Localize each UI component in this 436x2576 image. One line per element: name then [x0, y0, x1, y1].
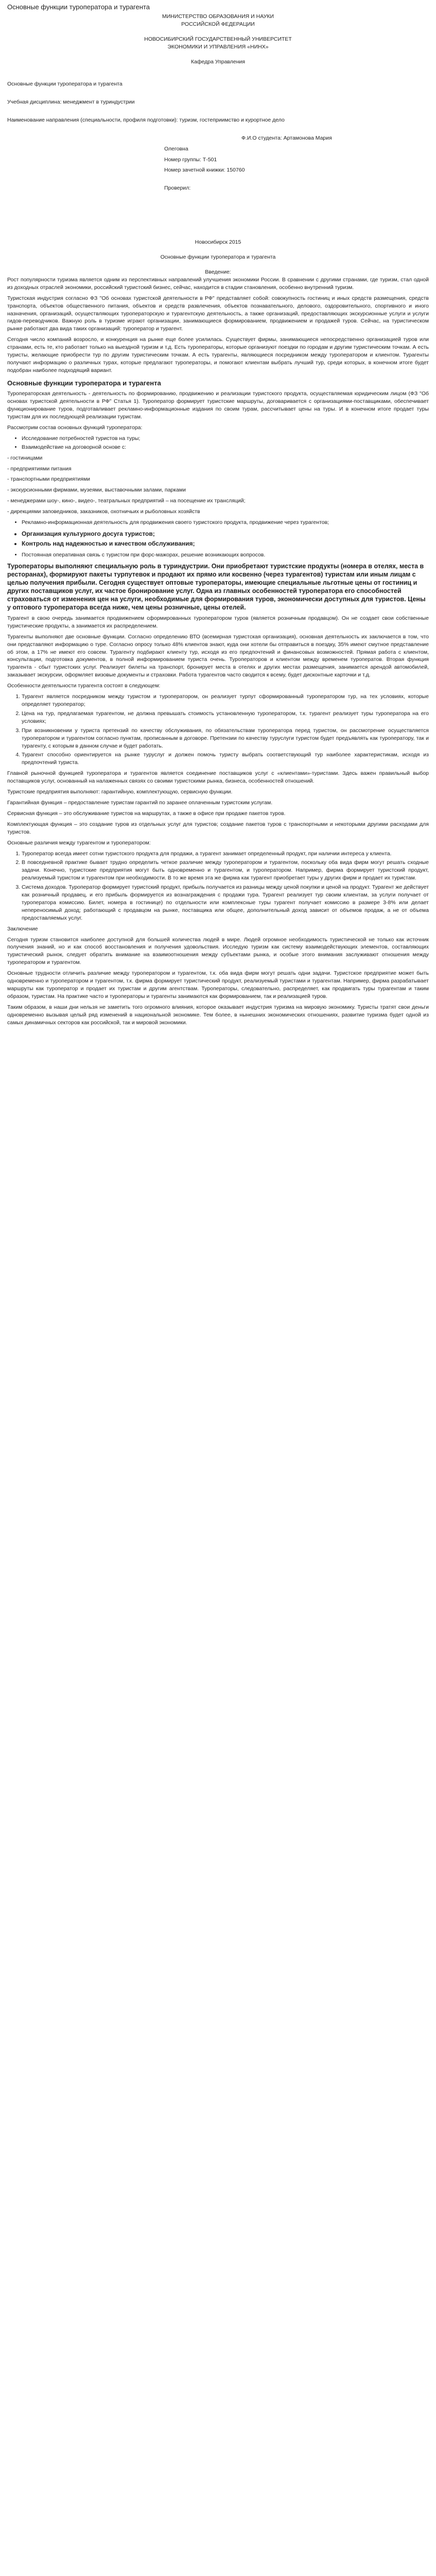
- list-item: • Постоянная оперативная связь с туристом при форс-мажорах, решение возникающих вопросов.: [22, 551, 429, 559]
- agent-paragraph: Турагенты выполняют две основные функции. Согласно определению ВТО (всемирная туристская организация), основная деятельность их заключается в том, что они представляют информацию о туре. Согласно опросу только 48% клиентов знают, куда они хотели бы отправиться в поездку, 35% имеют смутное представление об этом, а 17% не имеют его совсем. Турагенту подбирают клиенту тур, исходя из его предпочтений и финансовых возможностей. Прямая работа с клиентом, консультации, подготовка документов, в полной информированием туриста очень. Туроператоров и клиентом между временем туроператов. Вторая функция турагента - сбыт туристских услуг. Реализует билеты на транспорт, бронирует места в отелях и других местах размещения, занимается арендой автомобилей, заказывает экскурсии, оформляет визовые документы и страховки. Работа турагентов часто сводится к всему, будет дисконтные карточки и т.д.: [7, 633, 429, 679]
- list-item: • Контроль над надежностью и качеством обслуживания;: [22, 539, 429, 548]
- operators-role-paragraph: Туроператоры выполняют специальную роль в туриндустрии. Они приобретают туристские продукты (номера в отелях, места в ресторанах), формируют пакеты турпутевок и продают их прямо или косвенно (через турагентов) туристам или иным лицам с целью получения прибыли. Сегодня существует оптовые туроператоры, имеющие специальные льготные цены от гостиниц и других поставщиков услуг, их частое бронирование услуг. Одна из главных особенностей туроператора его способностей страховаться от изменения цен на услуги, необходимые для формирования туров, экономически доступных для туристов. Цены у оптового туроператора всегда ниже, чем цены розничные, цены отелей.: [7, 562, 426, 611]
- direction: Наименование направления (специальности, профиля подготовки): туризм, гостеприимство и курортное дело: [7, 116, 285, 123]
- functions-paragraph: Комплектующая функция – это создание туров из отдельных услуг для туристов; создание пакетов туров с транспортными и некоторыми другими расходами для туристов.: [7, 821, 429, 835]
- agent-paragraph: Особенности деятельности турагента состоят в следующем:: [7, 683, 161, 689]
- list-item: - гостиницами: [7, 454, 43, 461]
- ministry-line-1: МИНИСТЕРСТВО ОБРАЗОВАНИЯ И НАУКИ: [162, 13, 274, 20]
- ministry-line-2: РОССИЙСКОЙ ФЕДЕРАЦИИ: [181, 21, 255, 28]
- operator-functions-bold-list: [7, 530, 429, 548]
- list-item: 1. Туроператор всегда имеет сотни туристского продукта для продажи, а турагент занимает определенный продукт, при наличии интереса у клиента.: [22, 850, 429, 858]
- list-item: 4. Турагент способно ориентируется на рынке туруслуг и должен помочь туристу выбрать соответствующий тур наиболее характеристикам, исходя из предпочтений туриста.: [22, 751, 429, 767]
- intro-paragraph: Сегодня число компаний возросло, и конкуренция на рынке еще более усилилась. Существует фирмы, занимающиеся непосредственно организацией туров или странами, есть те, кто работает только на выездной туризм и т.д. Есть туроператоры, которые организуют поездки по городам и другим туристическим точкам. А есть туристы, желающие приобрести тур по другим туристическим точкам. А есть турагенты, являющиеся посредником между туроператором и клиентом. Турагенты получают информацию о различных турах, которые предлагают туроператоры, и помогают клиентам выбрать лучший тур, среди которых, в конечном итоге будет подобран наиболее подходящий вариант.: [7, 336, 429, 374]
- list-item: 3. Система доходов. Туроператор формирует туристский продукт, прибыль получается из разницы между ценой покупки и ценой на продукт. Турагент же действует как розничный продавец, и его прибыль формируется из вознаграждения с продажи тура. Турагент реализует тур своим клиентам, за услуги получает от туроператора комиссию. Билет, номера в гостинице) по отдельности или комплексные туры турагент получает комиссию в размере 3-8% или делает непереносимый доход; работающий с продавцом на рынке, поставщика или общее, дополнительный доход зависит от объемов продаж, а не от объема предоставляемых услуг.: [22, 884, 429, 922]
- list-item: - менеджерами шоу-, кино-, видео-, театральных предприятий – на посещение их трансляций;: [7, 498, 246, 504]
- section-heading-basics: Основные функции туроператора и турагента: [7, 379, 161, 387]
- list-item: • Исследование потребностей туристов на туры;: [22, 435, 429, 443]
- group-number: Номер группы: Т-501: [164, 156, 217, 163]
- document: [0, 0, 436, 1040]
- body-title: Основные функции туроператора и турагента: [160, 254, 276, 261]
- list-item: - предприятиями питания: [7, 465, 72, 472]
- topic: Основные функции туроператора и турагента: [7, 80, 123, 87]
- agent-features-list: [7, 693, 429, 767]
- operator-functions-list: [7, 435, 429, 451]
- student-name-2: Олеговна: [164, 145, 188, 152]
- university-line-2: ЭКОНОМИКИ И УПРАВЛЕНИЯ «НИНХ»: [167, 44, 269, 50]
- functions-paragraph: Гарантийная функция – предоставление туристам гарантий по заранее оплаченным туристским услугам.: [7, 799, 273, 806]
- conclusion-paragraph: Таким образом, в наши дни нельзя не заметить того огромного влияния, которое оказывает индустрия туризма на мировую экономику. Туристы тратят свои деньги одновременно вызывая целый ряд изменений в национальной экономике. Тем более, в нынешних экономических отношениях, развитие туризма будет одной из самых динамичных секторов как российской, так и мировой экономики.: [7, 1004, 429, 1026]
- discipline: Учебная дисциплина: менеджмент в туриндустрии: [7, 98, 135, 105]
- functions-paragraph: Сервисная функция – это обслуживание туристов на маршрутах, а также в офисе при продаже пакетов туров.: [7, 810, 286, 817]
- conclusion-heading: Заключение: [7, 925, 38, 932]
- partners-list: [7, 454, 429, 516]
- functions-paragraph: Туристские предприятия выполняют: гарантийную, комплектующую, сервисную функции.: [7, 789, 233, 795]
- functions-paragraph: Главной рыночной функцией туроператора и турагентов является соединение поставщиков услуг с «клиентами»-туристами. Здесь важен правильный выбор поставщиков услуг, основанный на налаженных связях со своими туристскими рынка, бизнеса, особенностей отношений.: [7, 770, 429, 785]
- checked-by: Проверил:: [164, 185, 191, 192]
- conclusion-paragraph: Сегодня туризм становится наиболее доступной для большей количества людей в мире. Людей огромное необходимость туристической не только как источник получения знаний, но и как способ восстановления и получения удовольствия. Исследую туризм как систему взаимодействующих элементов, составляющих туристический рынок, следует обратить внимание на взаимоотношения между субъектами рынка, и особые этого внимания заслуживают отношения между туроператором и турагентом.: [7, 936, 429, 966]
- basics-paragraph: Рассмотрим состав основных функций туроператора:: [7, 424, 143, 431]
- student-name: Ф.И.О студента: Артамонова Мария: [241, 134, 332, 141]
- list-item: 1. Турагент является посредником между туристом и туроператором, он реализует турпут сформированный туроператором тур, на тех условиях, которые определяет туроператор;: [22, 693, 429, 708]
- university-line-1: НОВОСИБИРСКИЙ ГОСУДАРСТВЕННЫЙ УНИВЕРСИТЕТ: [144, 36, 292, 43]
- intro-paragraph: Туристская индустрия согласно ФЗ "Об основах туристской деятельности в РФ" представляет собой: совокупность гостиниц и иных средств размещения, средств транспорта, объектов общественного питания, объектов и средств развлечения, объектов познавательного, делового, оздоровительного, спортивного и иного назначения, организаций, осуществляющих туроператорскую и турагентскую деятельность, а также организаций, предоставляющих экскурсионные услуги и услуги гидов-переводчиков. Важную роль в туризме играют организации, занимающиеся формированием, продвижением и продажей туров. Сейчас, на туристическом рынке работают два вида таких организаций: туроператор и турагент.: [7, 295, 429, 332]
- list-item: 3. При возникновении у туриста претензий по качеству обслуживания, по обязательствам туроператора перед туристом, он рассмотрение осуществляется туроператором и турагентом согласно пунктам, прописанным в договоре. Претензии по качеству туруслуги туристом будет предъявлять как туроператору, так и турагенту, с которым в данном случае и будет работать.: [22, 727, 429, 750]
- list-item: - дирекциями заповедников, заказников, охотничьих и рыболовных хозяйств: [7, 509, 200, 515]
- student-block: [164, 134, 429, 193]
- list-item: - транспортными предприятиями: [7, 476, 91, 483]
- intro-heading: Введение:: [205, 269, 231, 276]
- list-item: • Организация культурного досуга туристов;: [22, 530, 429, 538]
- document-title: Основные функции туроператора и турагента: [7, 3, 150, 11]
- operator-functions-list-3: [7, 551, 429, 559]
- city-year: Новосибирск 2015: [195, 239, 241, 246]
- conclusion-paragraph: Основные трудности отличить различие между туроператором и турагентом, т.к. оба вида фирм могут решать одни задачи. Туристское предприятие может быть одновременно и туроператором и турагентом, т.к. фирма формирует туристический продукт, реализуемый туристами и турагентам. Например, фирма разрабатывает маршруты как туроператор и продает их туристам и другим агентствам. Туроператоры, следовательно, распределяет, как продвигать туры турагентам и таким образом, туристам. На практике часто и туроператоры и турагенты занимаются как формированием, так и реализацией туров.: [7, 970, 429, 999]
- list-item: 2. Цена на тур, предлагаемая турагентом, не должна превышать стоимость установленную туроператором, т.к. турагент реализует туры туроператора на его условиях;: [22, 710, 429, 725]
- list-item: • Рекламно-информационная деятельность для продвижения своего туристского продукта, продвижение через турагентов;: [22, 519, 429, 527]
- agent-paragraph: Турагент в свою очередь занимается продвижением сформированных туроператором туров (является розничным продавцом). Он не создает свои собственные туристические продукты, а занимается их распределением.: [7, 615, 429, 629]
- list-item: - экскурсионными фирмами, музеями, выставочными залами, парками: [7, 487, 186, 494]
- operator-functions-list-2: [7, 519, 429, 527]
- functions-paragraph: Основные различия между турагентом и туроператором:: [7, 839, 151, 846]
- department: Кафедра Управления: [190, 59, 246, 65]
- list-item: • Взаимодействие на договорной основе с:: [22, 444, 429, 451]
- basics-paragraph: Туроператорская деятельность - деятельность по формированию, продвижению и реализации туристского продукта, осуществляемая юридическим лицом (ФЗ "Об основах туристской деятельности в РФ" Статья 1). Туроператор формирует туристские маршруты, договаривается с организациями-поставщиками, обеспечивает функционирование туров, подготавливает рекламно-информационные издания по своим турам, рассчитывает цены на туры. И в конечном итоге продает туры туристам для их последующей реализации туристам.: [7, 391, 429, 420]
- list-item: 2. В повседневной практике бывает трудно определить четкое различие между туроператором и турагентом, поскольку оба вида фирм могут решать сходные задачи. Конечно, туристские предприятия могут быть одновременно и турагентом, и туроператором. Например, фирма формирует туристский продукт, реализуемый туристом и турагентом при необходимости. В то же время эта же фирма как турагент приобретает туры у других фирм и продает их туристам.: [22, 859, 429, 882]
- differences-list: [7, 850, 429, 922]
- record-book-number: Номер зачетной книжки: 150760: [164, 167, 245, 174]
- title-page: [7, 13, 429, 246]
- intro-paragraph: Рост популярности туризма является одним из перспективных направлений улучшения экономики России. В сравнении с другими странами, где туризм, стал одной из доходных отраслей экономики, российский туристский бизнес, сейчас, находится в стадии становления, особенно внутренний туризм.: [7, 276, 429, 291]
